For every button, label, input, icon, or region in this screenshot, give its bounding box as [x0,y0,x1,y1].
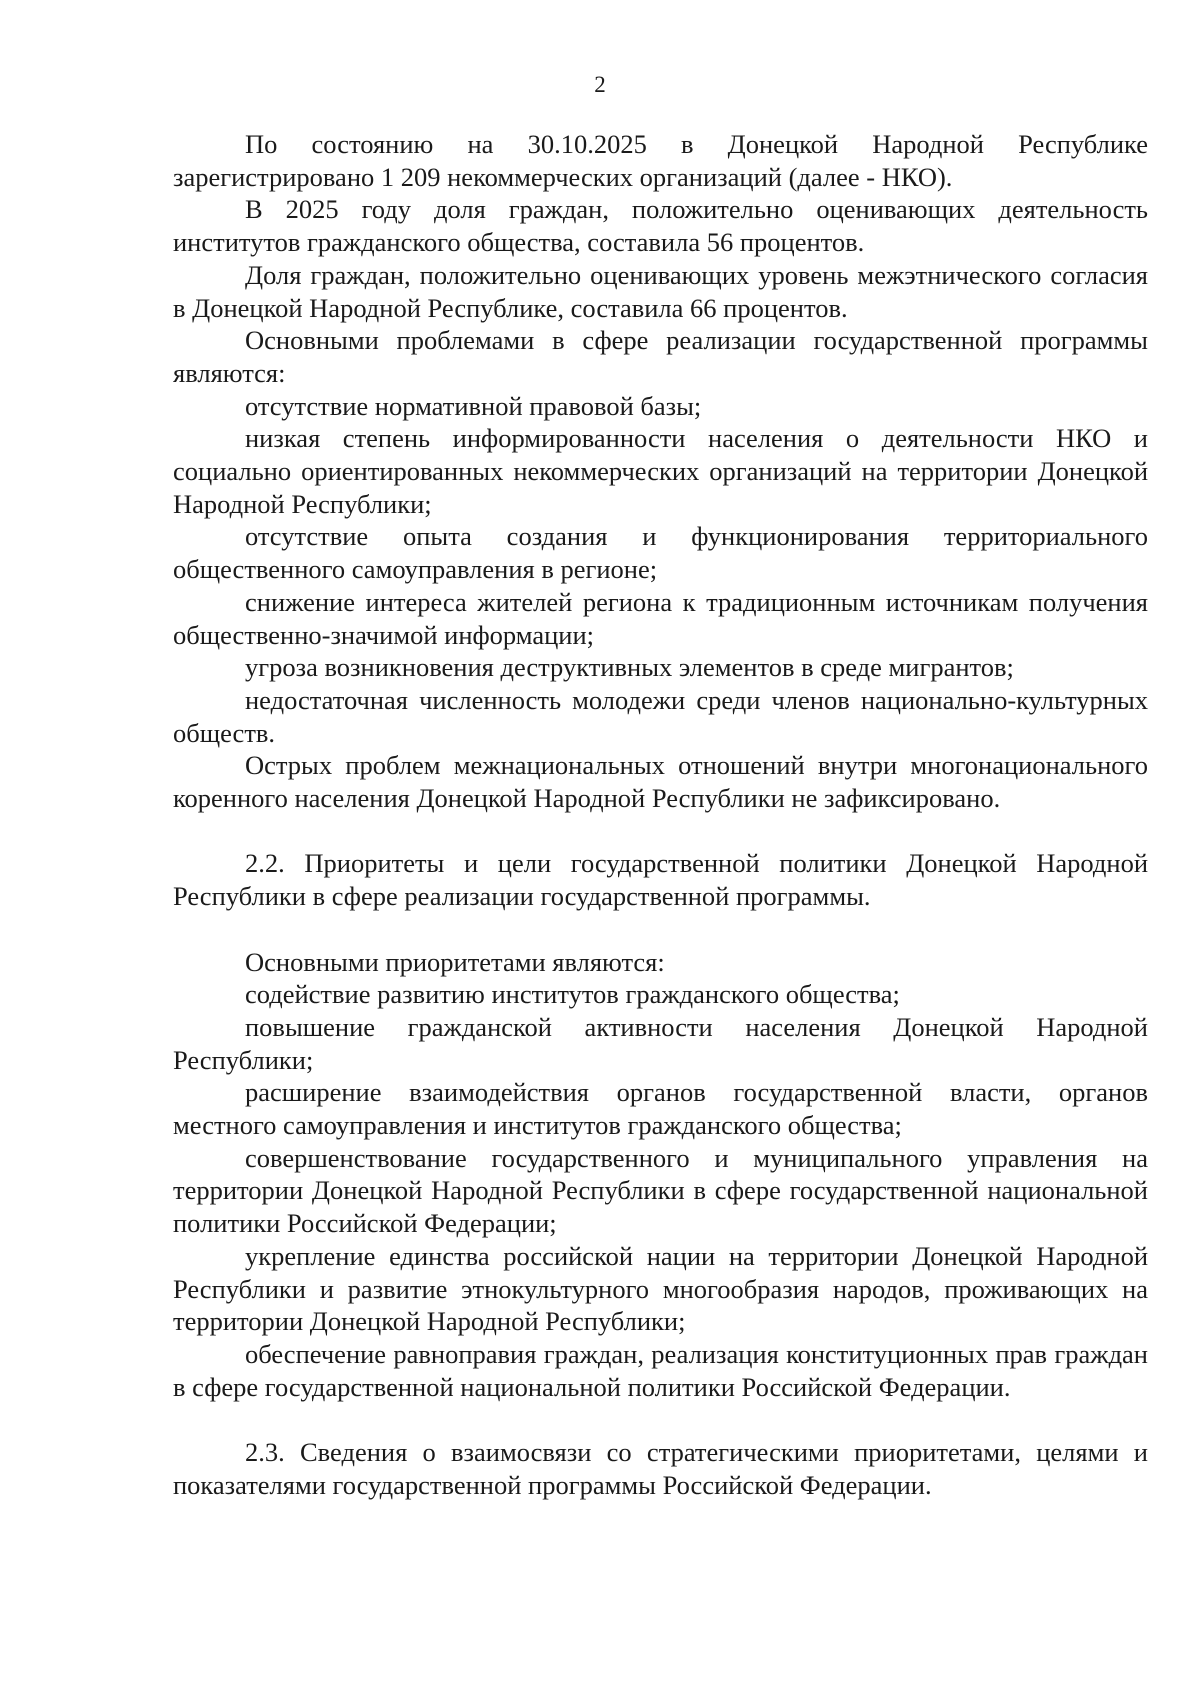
list-item-problem: недостаточная численность молодежи среди членов национально-культурных обществ. [173,684,1148,748]
list-item-priority: совершенствование государственного и муниципального управления на территории Донецкой Народной Республики в сфере государственной национальной политики Российской Федерации; [173,1142,1148,1239]
list-item-priority: содействие развитию институтов гражданского общества; [245,979,900,1010]
paragraph-civil-society-share: В 2025 году доля граждан, положительно оценивающих деятельность институтов гражданского общества, составила 56 процентов. [173,194,1148,258]
paragraph-nko-count: По состоянию на 30.10.2025 в Донецкой Народной Республике зарегистрировано 1 209 некоммерческих организаций (далее - НКО). [173,129,1148,192]
list-item-priority: укрепление единства российской нации на территории Донецкой Народной Республики и развитие этнокультурного многообразия народов, проживающих на территории Донецкой Народной Республики; [173,1240,1148,1337]
section-heading-2-2: 2.2. Приоритеты и цели государственной политики Донецкой Народной Республики в сфере реализации государственной программы. [173,848,1148,912]
document-body [173,128,1148,1501]
list-item-priority: расширение взаимодействия органов государственной власти, органов местного самоуправления и институтов гражданского общества; [173,1077,1148,1141]
paragraph-priorities-intro: Основными приоритетами являются: [245,946,665,977]
list-item-problem: отсутствие опыта создания и функционирования территориального общественного самоуправления в регионе; [173,521,1148,585]
list-item-problem: угроза возникновения деструктивных элементов в среде мигрантов; [245,652,1014,683]
list-item-problem: низкая степень информированности населения о деятельности НКО и социально ориентированных некоммерческих организаций на территории Донецкой Народной Республики; [173,423,1148,519]
list-item-problem: отсутствие нормативной правовой базы; [245,390,702,421]
list-item-priority: повышение гражданской активности населения Донецкой Народной Республики; [173,1011,1148,1075]
section-heading-2-3: 2.3. Сведения о взаимосвязи со стратегическими приоритетами, целями и показателями государственной программы Российской Федерации. [173,1437,1148,1500]
paragraph-interethnic-share: Доля граждан, положительно оценивающих уровень межэтнического согласия в Донецкой Народной Республике, составила 66 процентов. [173,259,1148,323]
list-item-problem: снижение интереса жителей региона к традиционным источникам получения общественно-значимой информации; [173,586,1148,650]
paragraph-no-problems: Острых проблем межнациональных отношений внутри многонационального коренного населения Донецкой Народной Республики не зафиксировано. [173,750,1148,814]
paragraph-problems-intro: Основными проблемами в сфере реализации государственной программы являются: [173,325,1148,388]
list-item-priority: обеспечение равноправия граждан, реализация конституционных прав граждан в сфере государственной национальной политики Российской Федерации. [173,1338,1148,1402]
page-number: 2 [594,72,606,97]
